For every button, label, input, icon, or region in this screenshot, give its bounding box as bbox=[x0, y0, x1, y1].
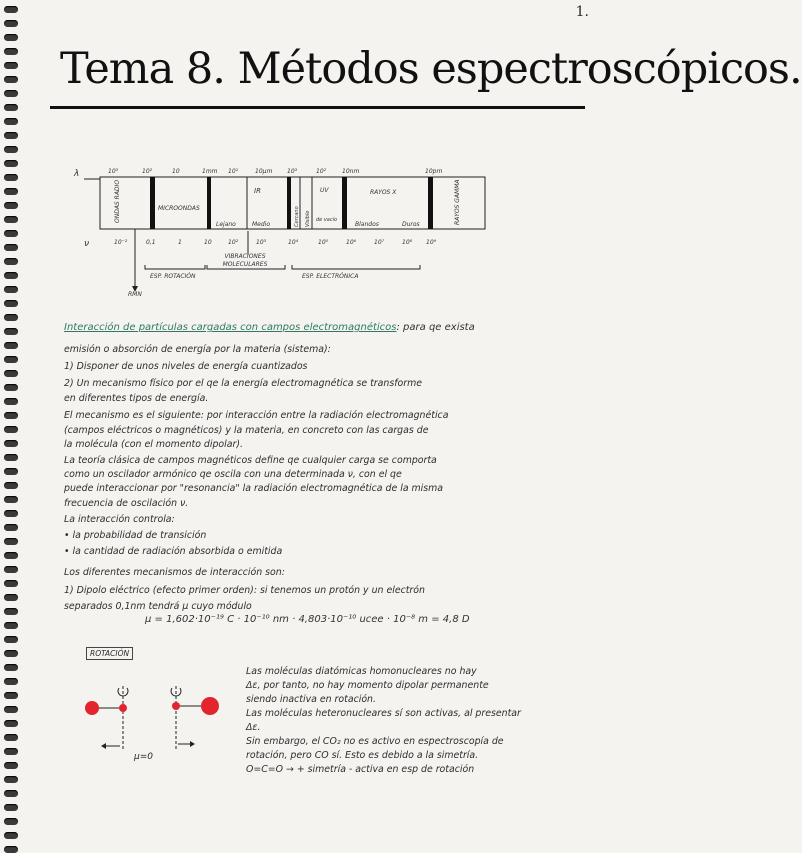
spiral-hole bbox=[4, 538, 18, 545]
spiral-hole bbox=[4, 62, 18, 69]
bracket-rotation bbox=[145, 265, 205, 269]
divider-8 bbox=[428, 177, 433, 229]
spiral-hole bbox=[4, 20, 18, 27]
rotation-line: Δε, por tanto, no hay momento dipolar permanente bbox=[246, 680, 489, 691]
spectrum-svg bbox=[80, 165, 585, 315]
page-number: 1. bbox=[575, 4, 589, 20]
rotation-line: O=C=O → + simetría - activa en esp de rotación bbox=[246, 764, 475, 775]
spiral-hole bbox=[4, 286, 18, 293]
atom bbox=[172, 702, 180, 710]
spiral-hole bbox=[4, 146, 18, 153]
region-uv-vacuum: de vacío bbox=[316, 217, 338, 223]
spiral-hole bbox=[4, 804, 18, 811]
top-tick: 10² bbox=[316, 168, 327, 175]
spiral-hole bbox=[4, 524, 18, 531]
label-vibrations: VIBRACIONES MOLECULARES bbox=[222, 253, 268, 268]
label-rotation: ESP. ROTACIÓN bbox=[150, 273, 196, 280]
spiral-hole bbox=[4, 678, 18, 685]
bottom-tick: 10⁷ bbox=[374, 239, 385, 246]
region-visible: Visible bbox=[305, 210, 311, 227]
region-ir-near: Cercano bbox=[294, 206, 300, 227]
spiral-hole bbox=[4, 622, 18, 629]
rotation-line: Las moléculas heteronucleares sí son activas, al presentar bbox=[246, 708, 521, 719]
spiral-hole bbox=[4, 328, 18, 335]
spiral-hole bbox=[4, 580, 18, 587]
spiral-hole bbox=[4, 412, 18, 419]
region-xray-hard: Duros bbox=[402, 221, 420, 228]
spiral-hole bbox=[4, 244, 18, 251]
divider-1 bbox=[150, 177, 155, 229]
spiral-hole bbox=[4, 832, 18, 839]
heading-tail: : para qe exista bbox=[396, 322, 475, 333]
spiral-hole bbox=[4, 776, 18, 783]
note-line: 1) Dipolo eléctrico (efecto primer orden): si tenemos un protón y un electrón bbox=[64, 585, 425, 596]
page-title: Tema 8. Métodos espectroscópicos. bbox=[60, 44, 802, 94]
bottom-tick: 10⁴ bbox=[288, 239, 299, 246]
spiral-hole bbox=[4, 76, 18, 83]
bottom-tick: 10 bbox=[204, 239, 212, 246]
spiral-hole bbox=[4, 566, 18, 573]
em-spectrum-diagram bbox=[74, 165, 585, 315]
spiral-hole bbox=[4, 720, 18, 727]
top-tick: 10 bbox=[172, 168, 180, 175]
note-line: (campos eléctricos o magnéticos) y la materia, en concreto con las cargas de bbox=[64, 425, 429, 436]
bottom-tick: 1 bbox=[178, 239, 182, 246]
spiral-hole bbox=[4, 790, 18, 797]
rotation-line: siendo inactiva en rotación. bbox=[246, 694, 376, 705]
spiral-hole bbox=[4, 426, 18, 433]
nu-symbol: ν bbox=[84, 239, 90, 249]
bracket-electronic bbox=[292, 265, 420, 269]
heading-text: Interacción de partículas cargadas con campos electromagnéticos bbox=[64, 322, 397, 333]
spiral-hole bbox=[4, 482, 18, 489]
region-microwave: MICROONDAS bbox=[158, 205, 200, 212]
spiral-hole bbox=[4, 174, 18, 181]
bottom-tick: 10⁶ bbox=[346, 239, 357, 246]
spiral-hole bbox=[4, 594, 18, 601]
rotation-line: Δε. bbox=[246, 722, 261, 733]
spiral-hole bbox=[4, 160, 18, 167]
rotation-text bbox=[246, 665, 586, 777]
spiral-hole bbox=[4, 6, 18, 13]
region-xray-soft: Blandos bbox=[355, 221, 379, 228]
atom bbox=[201, 697, 219, 715]
spiral-hole bbox=[4, 132, 18, 139]
top-tick: 10³ bbox=[108, 168, 119, 175]
spiral-hole bbox=[4, 202, 18, 209]
spiral-hole bbox=[4, 118, 18, 125]
spiral-hole bbox=[4, 48, 18, 55]
spiral-hole bbox=[4, 398, 18, 405]
spiral-hole bbox=[4, 90, 18, 97]
spiral-hole bbox=[4, 440, 18, 447]
bottom-tick: 0,1 bbox=[146, 239, 156, 246]
note-line: frecuencia de oscilación ν. bbox=[64, 498, 189, 509]
section-heading bbox=[64, 322, 594, 333]
bottom-tick: 10² bbox=[228, 239, 239, 246]
note-line: 1) Disponer de unos niveles de energía cuantizados bbox=[64, 361, 308, 372]
spiral-hole bbox=[4, 846, 18, 853]
top-tick: 10³ bbox=[287, 168, 298, 175]
top-tick: 10¹ bbox=[228, 168, 239, 175]
region-gamma: RAYOS GAMMA bbox=[454, 179, 461, 225]
atom bbox=[85, 701, 99, 715]
region-ir-mid: Medio bbox=[252, 221, 271, 228]
note-line: emisión o absorción de energía por la materia (sistema): bbox=[64, 344, 331, 355]
top-tick: 10² bbox=[142, 168, 153, 175]
spiral-hole bbox=[4, 258, 18, 265]
note-line: puede interaccionar por "resonancia" la radiación electromagnética de la misma bbox=[64, 483, 444, 494]
spiral-hole bbox=[4, 342, 18, 349]
spiral-hole bbox=[4, 818, 18, 825]
bottom-tick: 10⁵ bbox=[318, 239, 329, 246]
spiral-hole bbox=[4, 552, 18, 559]
label-electronic: ESP. ELECTRÓNICA bbox=[302, 273, 359, 280]
spiral-hole bbox=[4, 356, 18, 363]
spiral-hole bbox=[4, 650, 18, 657]
spiral-hole bbox=[4, 216, 18, 223]
top-tick: 10µm bbox=[255, 168, 273, 175]
spiral-binding bbox=[0, 0, 26, 848]
divider-4 bbox=[287, 177, 291, 229]
spiral-hole bbox=[4, 748, 18, 755]
note-line: en diferentes tipos de energía. bbox=[64, 393, 209, 404]
spiral-hole bbox=[4, 468, 18, 475]
spiral-hole bbox=[4, 300, 18, 307]
region-radio: ONDAS RADIO bbox=[114, 179, 121, 223]
spiral-hole bbox=[4, 510, 18, 517]
rotation-line: rotación, pero CO sí. Esto es debido a la simetría. bbox=[246, 750, 479, 761]
spiral-hole bbox=[4, 762, 18, 769]
spiral-hole bbox=[4, 188, 18, 195]
top-tick: 10nm bbox=[342, 168, 360, 175]
spiral-hole bbox=[4, 608, 18, 615]
title-underline bbox=[50, 106, 585, 109]
note-line: La interacción controla: bbox=[64, 514, 175, 525]
region-xray: RAYOS X bbox=[370, 189, 397, 196]
dipole-formula: µ = 1,602·10⁻¹⁹ C · 10⁻¹⁰ nm · 4,803·10⁻¹⁰ ucee · 10⁻⁸ m = 4,8 D bbox=[145, 614, 470, 625]
note-line: • la cantidad de radiación absorbida o emitida bbox=[64, 546, 283, 557]
bottom-tick: 10⁻² bbox=[114, 239, 128, 246]
vector-left-head bbox=[101, 743, 106, 749]
region-ir-far: Lejano bbox=[216, 221, 236, 228]
spiral-hole bbox=[4, 370, 18, 377]
note-line: Los diferentes mecanismos de interacción son: bbox=[64, 567, 285, 578]
mu-zero-label: µ=0 bbox=[134, 752, 153, 762]
rotation-line: Las moléculas diatómicas homonucleares no hay bbox=[246, 666, 477, 677]
spectrum-band bbox=[100, 177, 485, 229]
rotation-label: ROTACIÓN bbox=[86, 647, 133, 660]
spiral-hole bbox=[4, 314, 18, 321]
rotation-line: Sin embargo, el CO₂ no es activo en espectroscopía de bbox=[246, 736, 504, 747]
spiral-hole bbox=[4, 272, 18, 279]
vector-right-head bbox=[190, 741, 195, 747]
spiral-hole bbox=[4, 692, 18, 699]
spiral-hole bbox=[4, 104, 18, 111]
note-line: La teoría clásica de campos magnéticos define qe cualquier carga se comporta bbox=[64, 455, 437, 466]
top-tick: 10pm bbox=[425, 168, 443, 175]
top-tick: 1mm bbox=[202, 168, 218, 175]
spiral-hole bbox=[4, 706, 18, 713]
spiral-hole bbox=[4, 230, 18, 237]
spiral-hole bbox=[4, 734, 18, 741]
note-line: El mecanismo es el siguiente: por interacción entre la radiación electromagnética bbox=[64, 410, 449, 421]
divider-7 bbox=[342, 177, 347, 229]
lambda-symbol: λ bbox=[74, 169, 80, 179]
label-rmn: RMN bbox=[128, 291, 142, 298]
bottom-tick: 10³ bbox=[256, 239, 267, 246]
bottom-tick: 10⁸ bbox=[402, 239, 413, 246]
note-line: separados 0,1nm tendrá µ cuyo módulo bbox=[64, 601, 252, 612]
spiral-hole bbox=[4, 454, 18, 461]
region-ir: IR bbox=[254, 187, 261, 195]
note-line: como un oscilador armónico qe oscila con una determinada ν, con el qe bbox=[64, 469, 402, 480]
atom bbox=[119, 704, 127, 712]
spiral-hole bbox=[4, 496, 18, 503]
note-line: • la probabilidad de transición bbox=[64, 530, 207, 541]
bottom-tick: 10⁹ bbox=[426, 239, 437, 246]
note-line: 2) Un mecanismo físico por el qe la energía electromagnética se transforme bbox=[64, 378, 423, 389]
note-line: la molécula (con el momento dipolar). bbox=[64, 439, 244, 450]
spiral-hole bbox=[4, 636, 18, 643]
spiral-hole bbox=[4, 34, 18, 41]
divider-2 bbox=[207, 177, 211, 229]
region-uv: UV bbox=[320, 187, 329, 194]
spiral-hole bbox=[4, 384, 18, 391]
spiral-hole bbox=[4, 664, 18, 671]
rotation-diagram bbox=[78, 680, 238, 755]
